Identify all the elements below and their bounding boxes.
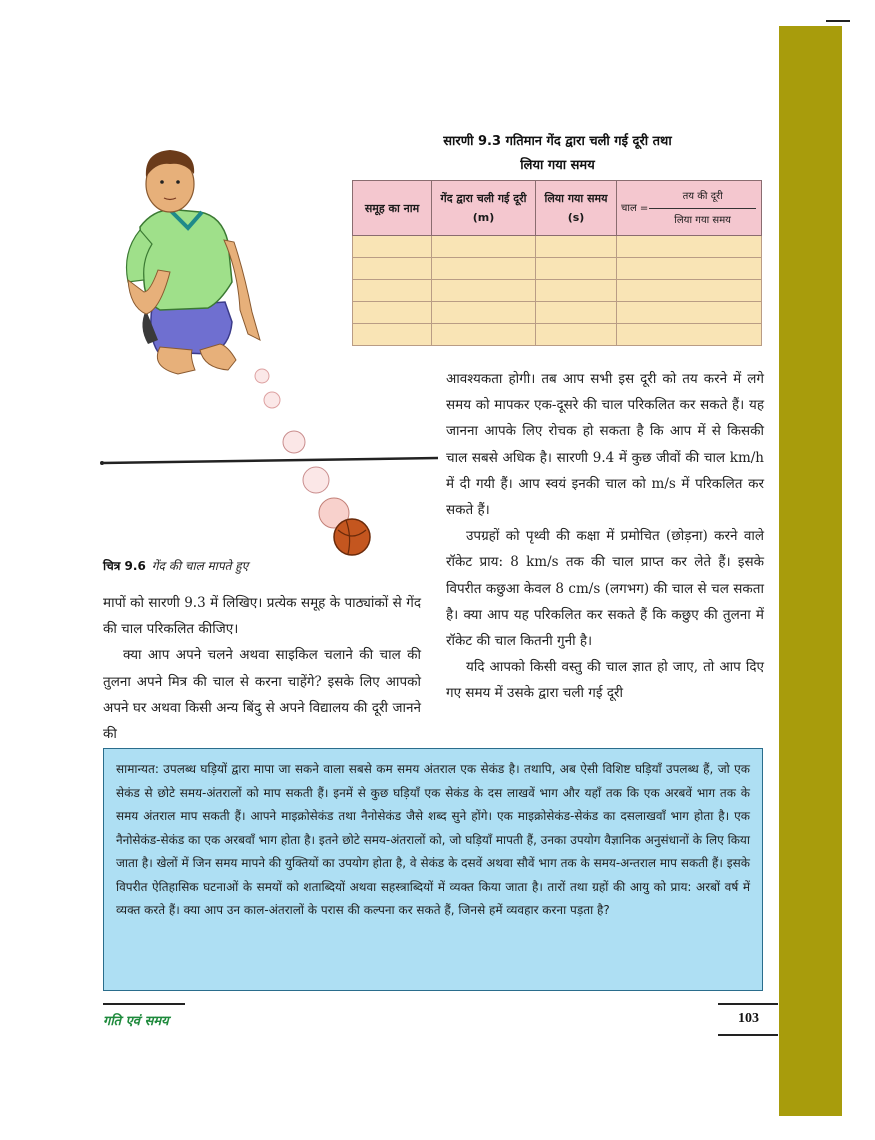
table-cell [617, 258, 762, 280]
table-cell [536, 302, 617, 324]
left-column-text [103, 590, 421, 747]
footer-rule-left [103, 1003, 185, 1005]
crop-mark [826, 20, 850, 22]
table-cell [536, 324, 617, 346]
table-cell [432, 280, 536, 302]
right-knee [200, 344, 236, 370]
info-note-box: सामान्यत: उपलब्ध घड़ियों द्वारा मापा जा सकने वाला सबसे कम समय अंतराल एक सेकंड है। तथापि, अब ऐसी विशिष्ट घड़ियाँ उपलब्ध हैं, जो एक सेकंड से छोटे समय-अंतरालों को माप सकती हैं। इनमें से कुछ घड़ियाँ एक सेकंड के दस लाखवें भाग और यहाँ तक कि एक अरबवें भाग तक के समय अंतराल माप सकती हैं। आपने माइक्रोसेकंड तथा नैनोसेकंड जैसे शब्द सुने होंगे। एक माइक्रोसेकंड-सेकंड का दसलाखवाँ भाग होता है। एक नैनोसेकंड-सेकंड का एक अरबवाँ भाग होता है। इतने छोटे समय-अंतरालों को, जो घड़ियाँ मापती हैं, उनका उपयोग वैज्ञानिक अनुसंधानों के लिए किया जाता है। खेलों में जिन समय मापने की युक्तियों का उपयोग होता है, वे सेकंड के दसवें अथवा सौवें भाग तक के समय-अन्तराल माप सकती हैं। इसके विपरीत ऐतिहासिक घटनाओं के समयों को शताब्दियों अथवा सहस्त्राब्दियों में व्यक्त किया जाता है। तारों तथा ग्रहों की आयु को प्राय: अरबों वर्ष में व्यक्त करते हैं। क्या आप उन काल-अंतरालों के परास की कल्पना कर सकते हैं, जिनसे हमें व्यवहार करना पड़ता है? [103, 748, 763, 991]
ground-line [102, 458, 438, 463]
chapter-side-band [779, 26, 842, 1116]
table-cell [536, 236, 617, 258]
table-title-line2: लिया गया समय [520, 158, 595, 173]
ball-trail-3 [283, 431, 305, 453]
table-cell [432, 258, 536, 280]
formula-prefix: चाल = [621, 202, 649, 214]
table-cell [536, 258, 617, 280]
table-cell [536, 280, 617, 302]
left-knee [157, 347, 195, 374]
paragraph: क्या आप अपने चलने अथवा साइकिल चलाने की चाल की तुलना अपने मित्र की चाल से करना चाहेंगे? इसके लिए आपको अपने घर अथवा किसी अन्य बिंदु से अपने विद्यालय की दूरी जानने की [103, 647, 421, 743]
header-time: लिया गया समय (s) [536, 181, 617, 236]
table-cell [432, 302, 536, 324]
ball [334, 519, 370, 555]
line-start-dot [100, 461, 104, 465]
paragraph: उपग्रहों को पृथ्वी की कक्षा में प्रमोचित (छोड़ना) करने वाले रॉकेट प्राय: 8 km/s तक की चाल प्राप्त कर लेते हैं। इसके विपरीत कछुआ केवल 8 cm/s (लगभग) की चाल से चल सकता है। क्या आप यह परिकलित कर सकते हैं कि कछुए की तुलना में रॉकेट की चाल कितनी गुनी है। [446, 528, 764, 650]
header-distance: गेंद द्वारा चली गई दूरी (m) [432, 181, 536, 236]
ball-trail-4 [303, 467, 329, 493]
formula-denominator: लिया गया समय [674, 214, 731, 226]
boy-with-ball-illustration [100, 132, 440, 562]
table-title-line1: सारणी 9.3 गतिमान गेंद द्वारा चली गई दूरी तथा [443, 134, 672, 149]
header-group-name: समूह का नाम [353, 181, 432, 236]
formula-numerator: तय की दूरी [649, 187, 757, 209]
table-cell [617, 236, 762, 258]
table-cell [432, 324, 536, 346]
eye-right [176, 180, 180, 184]
paragraph: यदि आपको किसी वस्तु की चाल ज्ञात हो जाए, तो आप दिए गए समय में उसके द्वारा चली गई दूरी [446, 659, 764, 702]
paragraph: आवश्यकता होगी। तब आप सभी इस दूरी को तय करने में लगे समय को मापकर एक-दूसरे की चाल परिकलित कर सकते हैं। यह जानना आपके लिए रोचक हो सकता है कि आप में से किसकी चाल सबसे अधिक है। सारणी 9.4 में कुछ जीवों की चाल km/h में दी गयी हैं। आप स्वयं इनकी चाल को m/s में परिकलित कर सकते हैं। [446, 371, 764, 519]
table-cell [617, 324, 762, 346]
figure-boy-ball [100, 132, 440, 562]
figure-caption [103, 557, 248, 574]
ball-trail-1 [255, 369, 269, 383]
header-speed-formula [617, 181, 762, 236]
footer-rule-right-bottom [718, 1034, 778, 1036]
footer-chapter-title: गति एवं समय [103, 1014, 169, 1029]
table-cell [617, 302, 762, 324]
table-cell [617, 280, 762, 302]
table-cell [432, 236, 536, 258]
caption-text: गेंद की चाल मापते हुए [151, 559, 249, 573]
caption-label: चित्र 9.6 [103, 559, 146, 573]
eye-left [160, 180, 164, 184]
page-number: 103 [738, 1011, 759, 1026]
right-column-text [446, 366, 764, 707]
footer-rule-right [718, 1003, 778, 1005]
paragraph: मापों को सारणी 9.3 में लिखिए। प्रत्येक समूह के पाठ्यांकों से गेंद की चाल परिकलित कीजिए। [103, 595, 421, 638]
ball-trail-2 [264, 392, 280, 408]
